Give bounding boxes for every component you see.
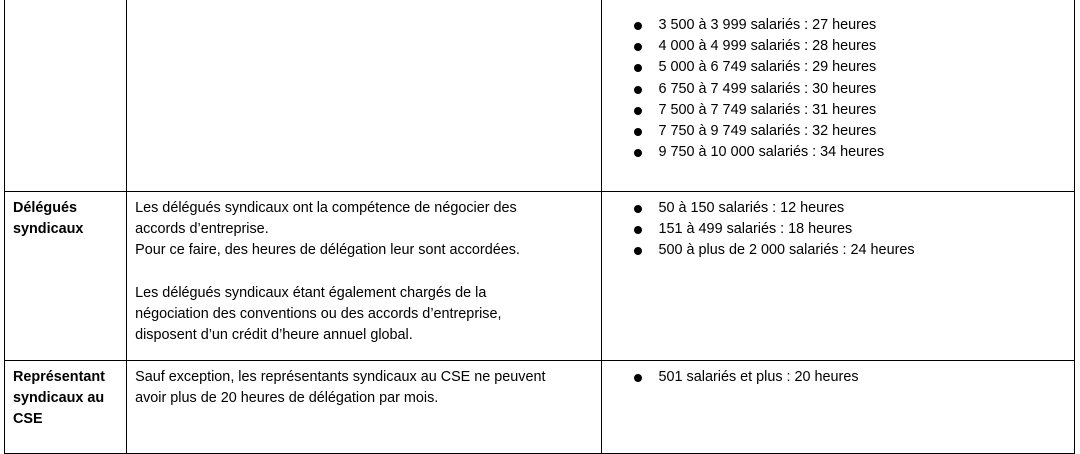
description-line: accords d’entreprise.	[135, 221, 269, 238]
bullet-icon	[634, 149, 642, 157]
list-item-text: 9 750 à 10 000 salariés : 34 heures	[658, 144, 885, 161]
list-item	[612, 219, 1068, 240]
description-line: Les délégués syndicaux étant également chargés de la	[135, 284, 487, 301]
list-item	[612, 121, 1068, 142]
description-line: Sauf exception, les représentants syndicaux au CSE ne peuvent	[135, 369, 546, 385]
hours-list	[612, 198, 1068, 262]
table-row	[5, 361, 1075, 454]
bullet-icon	[634, 128, 642, 136]
role-label-line: Représentant	[13, 369, 105, 385]
list-item	[612, 100, 1068, 121]
list-item-text: 501 salariés et plus : 20 heures	[658, 369, 859, 385]
list-item	[612, 57, 1068, 78]
hours-cell	[601, 192, 1074, 361]
list-item	[612, 367, 1068, 388]
list-item-text: 7 750 à 9 749 salariés : 32 heures	[658, 123, 877, 140]
delegation-hours-table	[4, 0, 1075, 454]
paragraph-spacer	[135, 262, 594, 283]
hours-list	[612, 15, 1068, 163]
hours-list	[612, 367, 1068, 388]
list-item-text: 3 500 à 3 999 salariés : 27 heures	[658, 17, 877, 33]
role-label-line: syndicaux au	[13, 390, 105, 407]
bullet-icon	[634, 86, 642, 94]
bullet-icon	[634, 22, 642, 30]
list-item-text: 50 à 150 salariés : 12 heures	[658, 200, 845, 216]
list-item-text: 5 000 à 6 749 salariés : 29 heures	[658, 59, 877, 76]
bullet-icon	[634, 107, 642, 115]
description-cell	[127, 361, 601, 454]
role-cell	[5, 361, 127, 454]
list-item	[612, 240, 1068, 261]
description-cell	[127, 192, 601, 361]
table-row	[5, 0, 1075, 192]
bullet-icon	[634, 43, 642, 51]
bullet-icon	[634, 374, 642, 382]
list-item	[612, 142, 1068, 163]
role-cell	[5, 192, 127, 361]
list-item-text: 500 à plus de 2 000 salariés : 24 heures	[658, 242, 915, 259]
list-item-text: 6 750 à 7 499 salariés : 30 heures	[658, 80, 877, 97]
description-paragraph	[135, 283, 594, 347]
role-label-line: CSE	[13, 411, 43, 428]
role-label: Délégués syndicaux	[13, 200, 84, 238]
list-item	[612, 79, 1068, 100]
list-item	[612, 15, 1068, 36]
description-line: négociation des conventions ou des accords d’entreprise,	[135, 305, 502, 322]
description-cell-empty	[127, 0, 601, 192]
description-line: Les délégués syndicaux ont la compétence de négocier des	[135, 200, 517, 216]
list-item	[612, 198, 1068, 219]
hours-cell	[601, 361, 1074, 454]
bullet-icon	[634, 226, 642, 234]
list-item-text: 151 à 499 salariés : 18 heures	[658, 221, 853, 238]
bullet-icon	[634, 247, 642, 255]
description-paragraph	[135, 198, 594, 262]
description-paragraph	[135, 367, 594, 409]
description-line: Pour ce faire, des heures de délégation leur sont accordées.	[135, 242, 520, 259]
description-line: avoir plus de 20 heures de délégation par mois.	[135, 390, 439, 407]
table-row	[5, 192, 1075, 361]
list-item-text: 7 500 à 7 749 salariés : 31 heures	[658, 101, 877, 118]
bullet-icon	[634, 64, 642, 72]
hours-cell	[601, 0, 1074, 192]
list-item	[612, 36, 1068, 57]
role-cell-empty	[5, 0, 127, 192]
list-item-text: 4 000 à 4 999 salariés : 28 heures	[658, 38, 877, 55]
description-line: disposent d’un crédit d’heure annuel global.	[135, 327, 413, 344]
bullet-icon	[634, 205, 642, 213]
